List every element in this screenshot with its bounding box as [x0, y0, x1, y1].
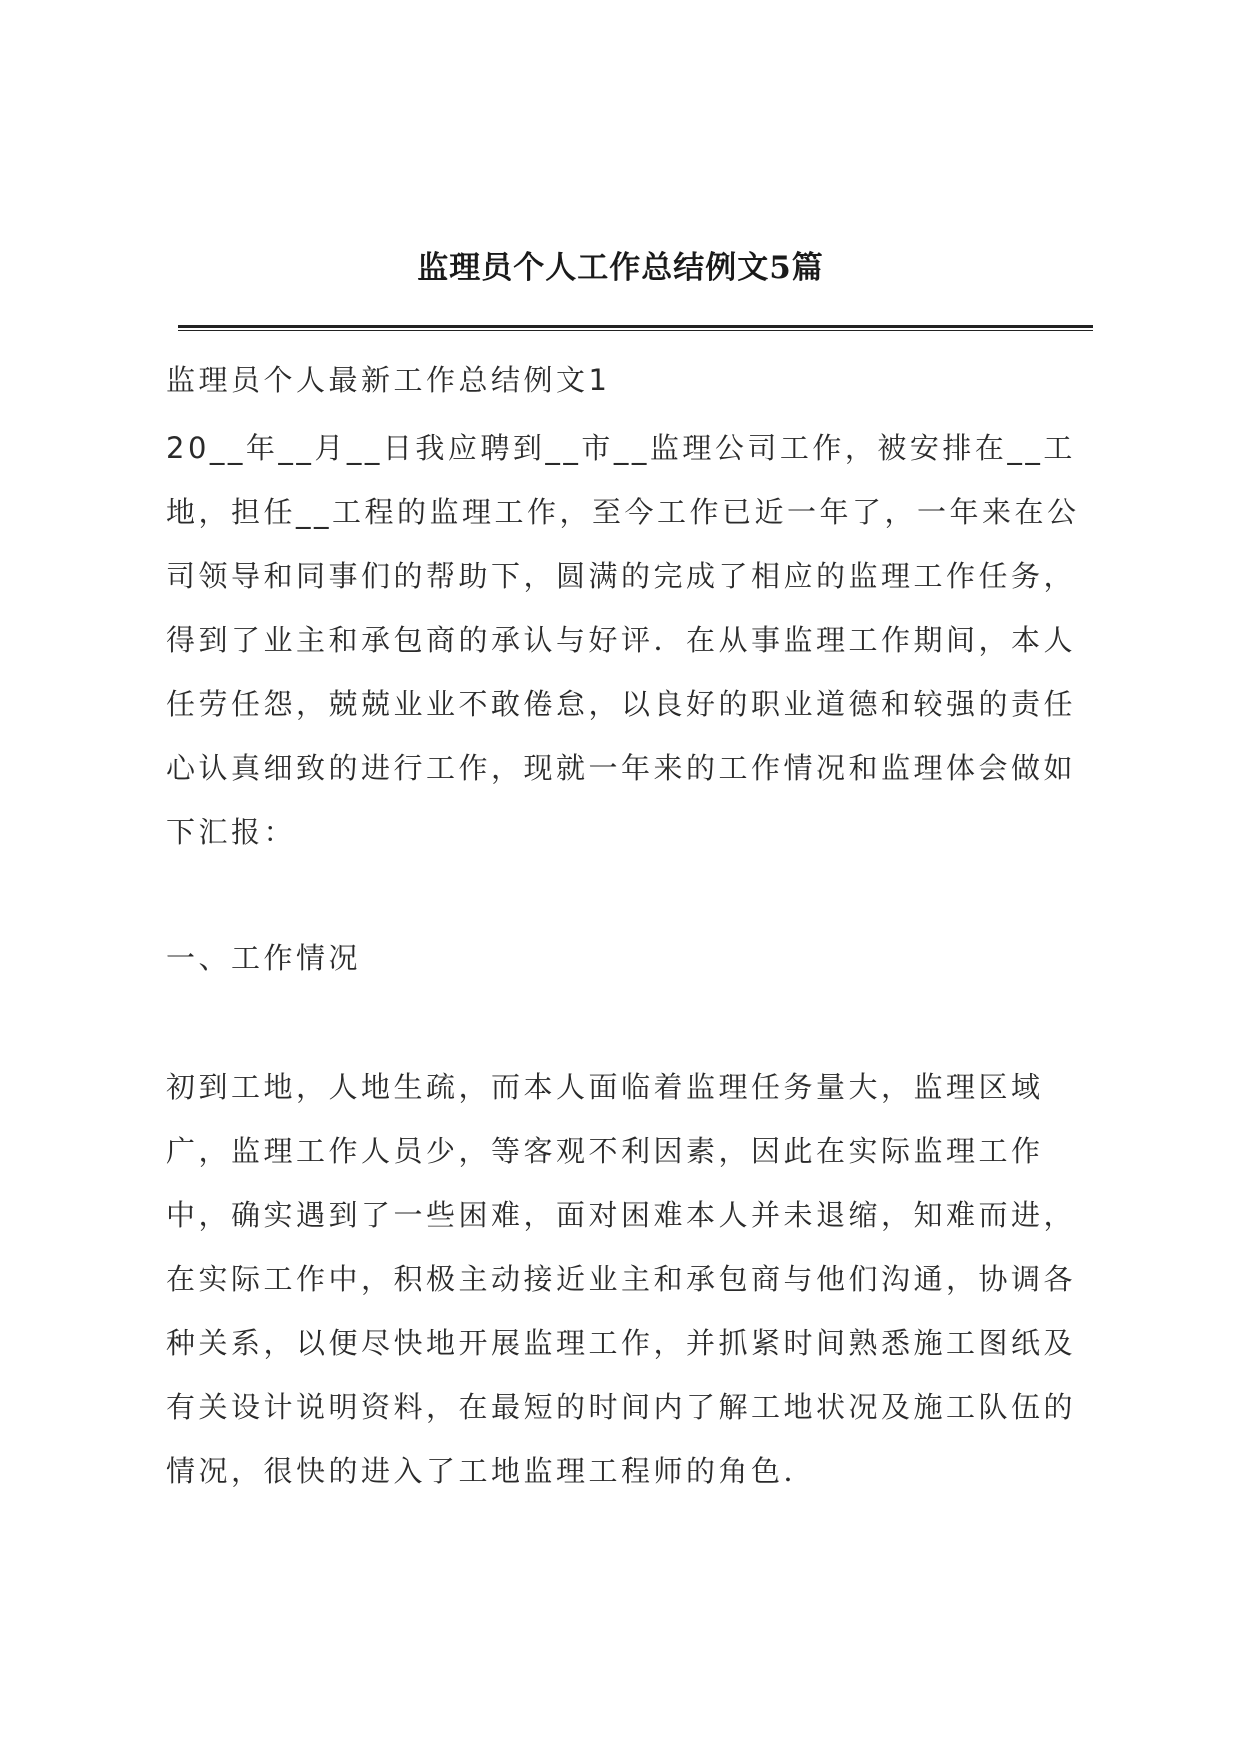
paragraph-intro — [166, 416, 1101, 864]
paragraph-line: 任劳任怨，兢兢业业不敢倦怠，以良好的职业道德和较强的责任 — [166, 687, 1077, 721]
paragraph-line: 广，监理工作人员少，等客观不利因素，因此在实际监理工作 — [166, 1134, 1044, 1168]
paragraph-work-situation — [166, 1055, 1101, 1503]
paragraph-line: 初到工地，人地生疏，而本人面临着监理任务量大，监理区域 — [166, 1070, 1044, 1104]
paragraph-line: 心认真细致的进行工作，现就一年来的工作情况和监理体会做如 — [166, 751, 1077, 785]
paragraph-line: 司领导和同事们的帮助下，圆满的完成了相应的监理工作任务， — [166, 559, 1077, 593]
section-title: 监理员个人最新工作总结例文1 — [166, 363, 611, 397]
paragraph-line: 情况，很快的进入了工地监理工程师的角色． — [166, 1454, 817, 1488]
title-divider — [178, 325, 1093, 331]
paragraph-line: 20__年__月__日我应聘到__市__监理公司工作，被安排在__工 — [166, 431, 1076, 465]
paragraph-line: 得到了业主和承包商的承认与好评．在从事监理工作期间，本人 — [166, 623, 1077, 657]
paragraph-line: 下汇报： — [166, 815, 297, 849]
paragraph-line: 有关设计说明资料，在最短的时间内了解工地状况及施工队伍的 — [166, 1390, 1077, 1424]
paragraph-line: 在实际工作中，积极主动接近业主和承包商与他们沟通，协调各 — [166, 1262, 1077, 1296]
paragraph-line: 种关系，以便尽快地开展监理工作，并抓紧时间熟悉施工图纸及 — [166, 1326, 1077, 1360]
document-title: 监理员个人工作总结例文5篇 — [417, 250, 824, 286]
paragraph-line: 地，担任__工程的监理工作，至今工作已近一年了，一年来在公 — [166, 495, 1080, 529]
heading-work-situation: 一、工作情况 — [166, 941, 362, 975]
paragraph-line: 中，确实遇到了一些困难，面对困难本人并未退缩，知难而进， — [166, 1198, 1077, 1232]
